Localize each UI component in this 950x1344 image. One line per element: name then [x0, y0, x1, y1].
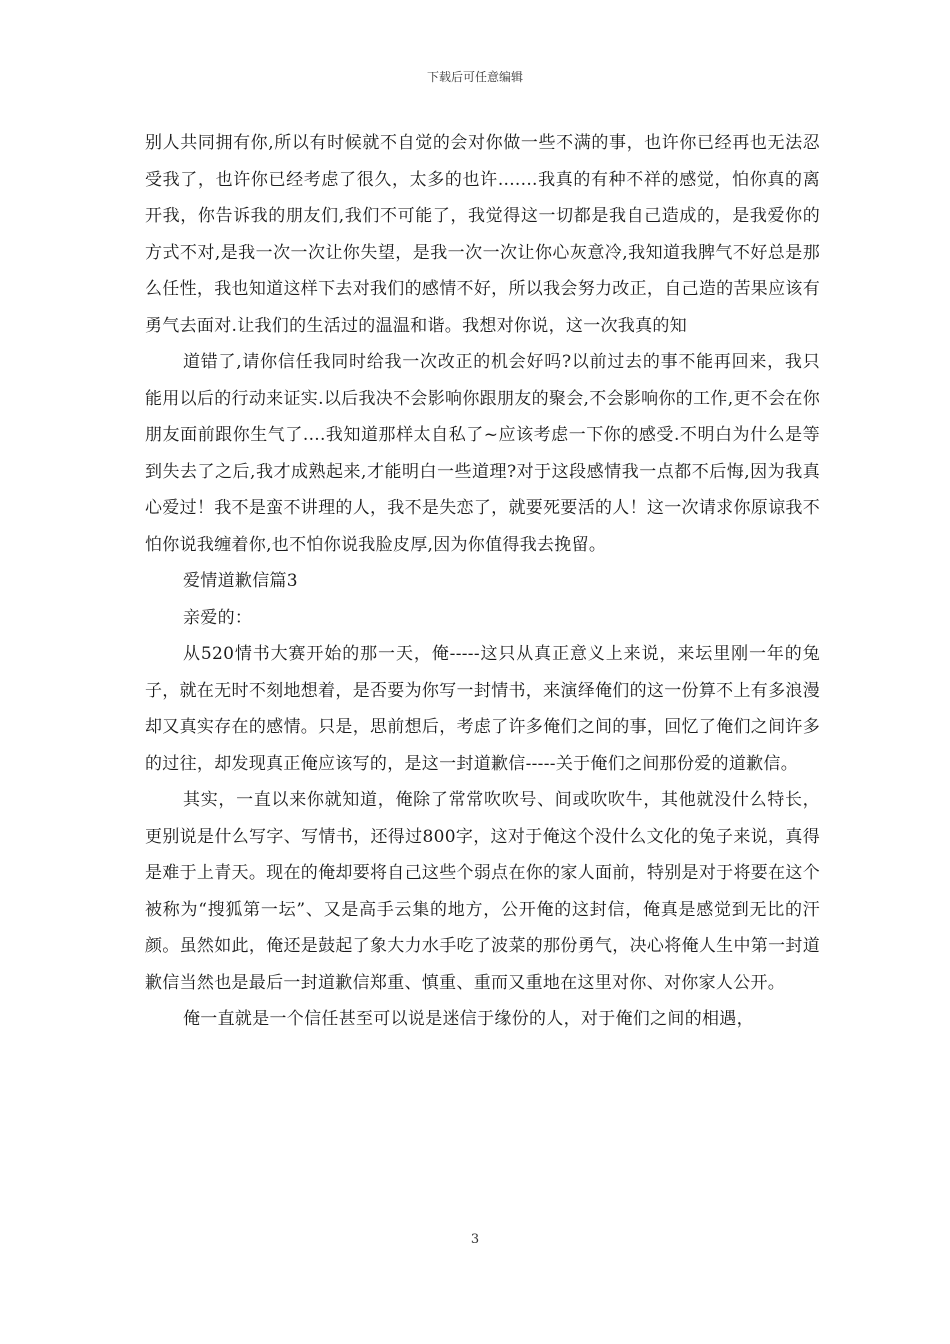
document-body: [145, 125, 820, 1038]
paragraph-3: 从520情书大赛开始的那一天，俺-----这只从真正意义上来说，来坛里刚一年的兔子，就在无时不刻地想着，是否要为你写一封情书，来演绎俺们的这一份算不上有多浪漫却又真实存在的感情。只是，思前想后，考虑了许多俺们之间的事，回忆了俺们之间许多的过往，却发现真正俺应该写的，是这一封道歉信-----关于俺们之间那份爱的道歉信。: [145, 644, 820, 774]
section-heading: 爱情道歉信篇3: [183, 571, 298, 591]
paragraph-4: 其实，一直以来你就知道，俺除了常常吹吹号、间或吹吹牛，其他就没什么特长，更别说是什么写字、写情书，还得过800字，这对于俺这个没什么文化的兔子来说，真得是难于上青天。现在的俺却要将自己这些个弱点在你的家人面前，特别是对于将要在这个被称为“搜狐第一坛”、又是高手云集的地方，公开俺的这封信，俺真是感觉到无比的汗颜。虽然如此，俺还是鼓起了象大力水手吃了波菜的那份勇气，决心将俺人生中第一封道歉信当然也是最后一封道歉信郑重、慎重、重而又重地在这里对你、对你家人公开。: [145, 790, 820, 993]
page-header: 下载后可任意编辑: [426, 70, 523, 84]
paragraph-continuation-1: 别人共同拥有你,所以有时候就不自觉的会对你做一些不满的事，也许你已经再也无法忍受我了，也许你已经考虑了很久，太多的也许.......我真的有种不祥的感觉，怕你真的离开我，你告诉我的朋友们,我们不可能了，我觉得这一切都是我自己造成的，是我爱你的方式不对,是我一次一次让你失望，是我一次一次让你心灰意冷,我知道我脾气不好总是那么任性，我也知道这样下去对我们的感情不好，所以我会努力改正，自己造的苦果应该有勇气去面对.让我们的生活过的温温和谐。我想对你说，这一次我真的知: [145, 133, 820, 336]
salutation: 亲爱的：: [183, 607, 253, 628]
page-number: 3: [470, 1232, 480, 1247]
paragraph-2: 道错了,请你信任我同时给我一次改正的机会好吗?以前过去的事不能再回来，我只能用以后的行动来证实.以后我决不会影响你跟朋友的聚会,不会影响你的工作,更不会在你朋友面前跟你生气了....我知道那样太自私了~应该考虑一下你的感受.不明白为什么是等到失去了之后,我才成熟起来,才能明白一些道理?对于这段感情我一点都不后悔,因为我真心爱过！我不是蛮不讲理的人，我不是失恋了，就要死要活的人！这一次请求你原谅我不怕你说我缠着你,也不怕你说我脸皮厚,因为你值得我去挽留。: [145, 352, 820, 555]
paragraph-5: 俺一直就是一个信任甚至可以说是迷信于缘份的人，对于俺们之间的相遇，: [183, 1009, 754, 1029]
